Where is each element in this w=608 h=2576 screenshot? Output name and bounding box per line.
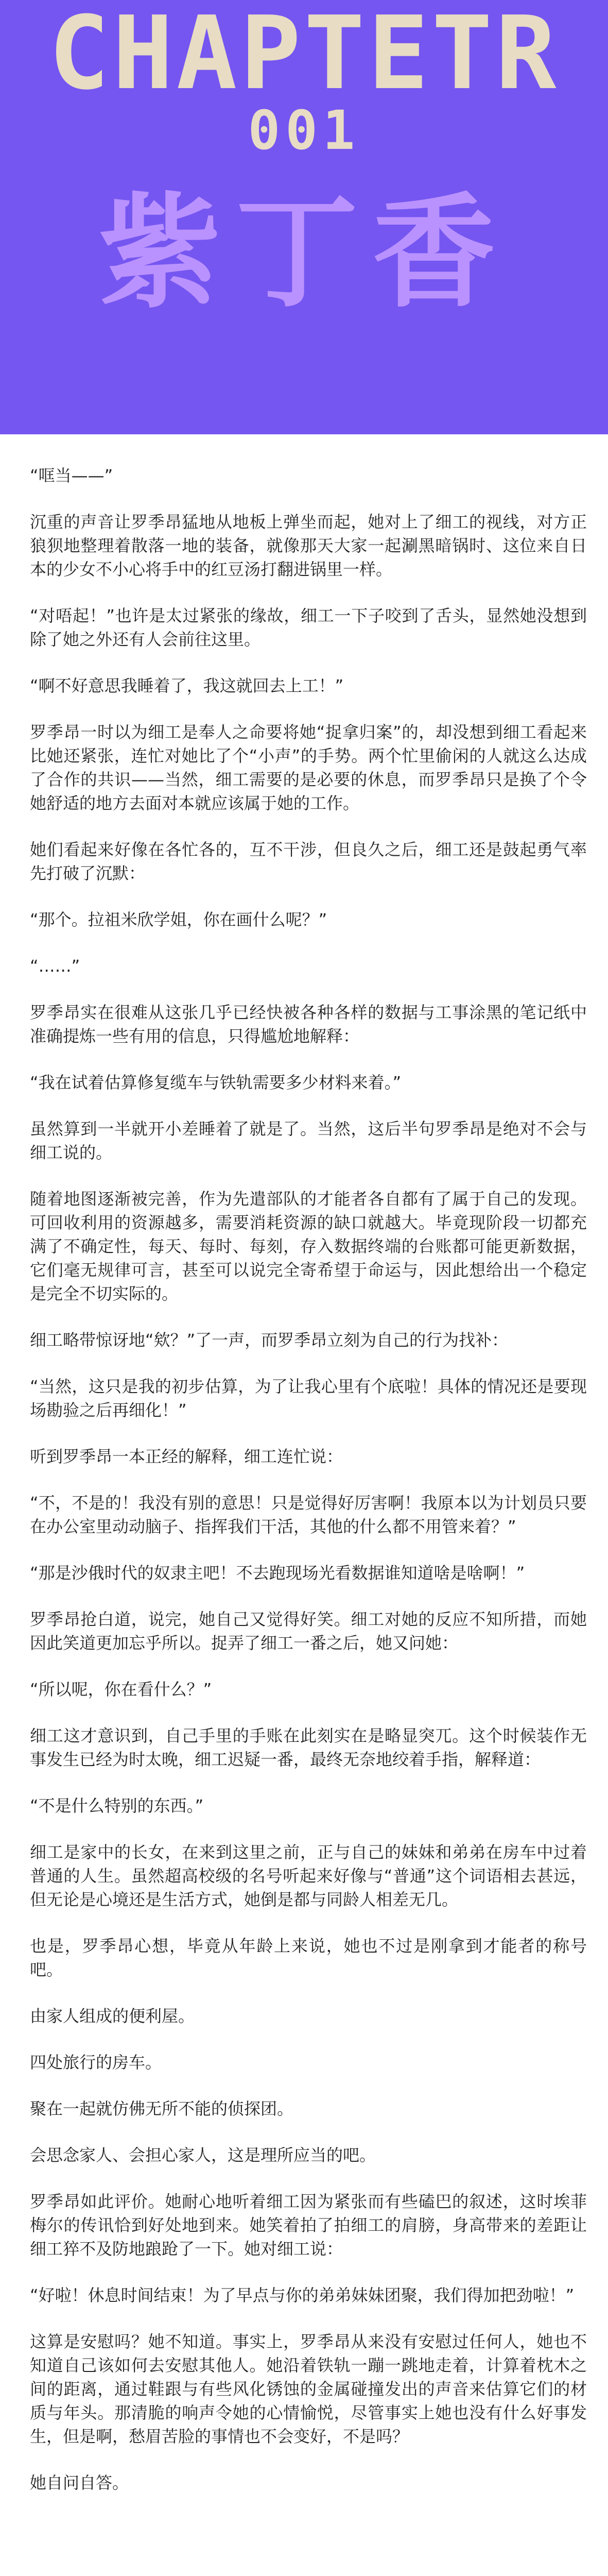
paragraph: 由家人组成的便利屋。	[30, 2006, 195, 2026]
paragraph: 罗季昂抢白道，说完，她自己又觉得好笑。细工对她的反应不知所措，而她因此笑道更加忘乎所以。捉弄了细工一番之后，她又问她：	[30, 1609, 587, 1653]
paragraph: “哐当——”	[30, 466, 113, 485]
paragraph: 听到罗季昂一本正经的解释，细工连忙说：	[30, 1447, 343, 1466]
paragraph: 这算是安慰吗？她不知道。事实上，罗季昂从来没有安慰过任何人，她也不知道自己该如何去安慰其他人。她沿着铁轨一蹦一跳地走着，计算着枕木之间的距离，通过鞋跟与有些风化锈蚀的金属碰撞发出的声音来估算它们的材质与年头。那清脆的响声令她的心情愉悦，尽管事实上她也没有什么好事发生，但是啊，愁眉苦脸的事情也不会变好，不是吗？	[30, 2332, 587, 2446]
paragraph: “那是沙俄时代的奴隶主吧！不去跑现场光看数据谁知道啥是啥啊！”	[30, 1563, 525, 1583]
paragraph: “不是什么特别的东西。”	[30, 1796, 204, 1816]
paragraph: “当然，这只是我的初步估算，为了让我心里有个底啦！具体的情况还是要现场勘验之后再细化！”	[30, 1377, 587, 1420]
paragraph: “那个。拉祖米欣学姐，你在画什么呢？”	[30, 910, 327, 929]
paragraph: 她自问自答。	[30, 2473, 129, 2493]
paragraph: 也是，罗季昂心想，毕竟从年龄上来说，她也不过是刚拿到才能者的称号吧。	[30, 1936, 587, 1979]
paragraph: 四处旅行的房车。	[30, 2053, 162, 2072]
story-body	[30, 464, 587, 2517]
paragraph: “所以呢，你在看什么？”	[30, 1680, 212, 1699]
paragraph: “……”	[30, 956, 80, 976]
paragraph: 虽然算到一半就开小差睡着了就是了。当然，这后半句罗季昂是绝对不会与细工说的。	[30, 1119, 587, 1162]
paragraph: 随着地图逐渐被完善，作为先遣部队的才能者各自都有了属于自己的发现。可回收利用的资源越多，需要消耗资源的缺口就越大。毕竟现阶段一切都充满了不确定性，每天、每时、每刻，存入数据终端的台账都可能更新数据，它们毫无规律可言，甚至可以说完全寄希望于命运与，因此想给出一个稳定是完全不切实际的。	[30, 1189, 587, 1303]
paragraph: “对唔起！”也许是太过紧张的缘故，细工一下子咬到了舌头，显然她没想到除了她之外还有人会前往这里。	[30, 606, 587, 649]
chapter-banner	[0, 0, 608, 434]
paragraph: 罗季昂实在很难从这张几乎已经快被各种各样的数据与工事涂黑的笔记纸中准确提炼一些有用的信息，只得尴尬地解释：	[30, 1003, 587, 1046]
paragraph: 会思念家人、会担心家人，这是理所应当的吧。	[30, 2145, 376, 2165]
paragraph: “不，不是的！我没有别的意思！只是觉得好厉害啊！我原本以为计划员只要在办公室里动动脑子、指挥我们干活，其他的什么都不用管来着？”	[30, 1493, 587, 1536]
paragraph: 细工略带惊讶地“欸？”了一声，而罗季昂立刻为自己的行为找补：	[30, 1330, 509, 1350]
paragraph: “我在试着估算修复缆车与铁轨需要多少材料来着。”	[30, 1073, 402, 1092]
paragraph: “啊不好意思我睡着了，我这就回去上工！”	[30, 676, 344, 696]
paragraph: 聚在一起就仿佛无所不能的侦探团。	[30, 2099, 294, 2119]
paragraph: “好啦！休息时间结束！为了早点与你的弟弟妹妹团聚，我们得加把劲啦！”	[30, 2285, 575, 2305]
paragraph: 沉重的声音让罗季昂猛地从地板上弹坐而起，她对上了细工的视线，对方正狼狈地整理着散落一地的装备，就像那天大家一起涮黑暗锅时、这位来自日本的少女不小心将手中的红豆汤打翻进锅里一样。	[30, 512, 587, 579]
paragraph: 细工是家中的长女，在来到这里之前，正与自己的妹妹和弟弟在房车中过着普通的人生。虽然超高校级的名号听起来好像与“普通”这个词语相去甚远，但无论是心境还是生活方式，她倒是都与同龄人相差无几。	[30, 1842, 587, 1909]
paragraph: 细工这才意识到，自己手里的手账在此刻实在是略显突兀。这个时候装作无事发生已经为时太晚，细工迟疑一番，最终无奈地绞着手指，解释道：	[30, 1726, 587, 1769]
chapter-number: 001	[248, 99, 360, 162]
chapter-heading: 紫丁香	[98, 182, 510, 325]
chapter-title: CHAPTETR	[48, 0, 560, 112]
paragraph: 罗季昂一时以为细工是奉人之命要将她“捉拿归案”的，却没想到细工看起来比她还紧张，连忙对她比了个“小声”的手势。两个忙里偷闲的人就这么达成了合作的共识——当然，细工需要的是必要的休息，而罗季昂只是换了个令她舒适的地方去面对本就应该属于她的工作。	[30, 722, 587, 813]
paragraph: 罗季昂如此评价。她耐心地听着细工因为紧张而有些磕巴的叙述，这时埃菲梅尔的传讯恰到好处地到来。她笑着拍了拍细工的肩膀，身高带来的差距让细工猝不及防地踉跄了一下。她对细工说：	[30, 2192, 587, 2259]
paragraph: 她们看起来好像在各忙各的，互不干涉，但良久之后，细工还是鼓起勇气率先打破了沉默：	[30, 840, 587, 883]
